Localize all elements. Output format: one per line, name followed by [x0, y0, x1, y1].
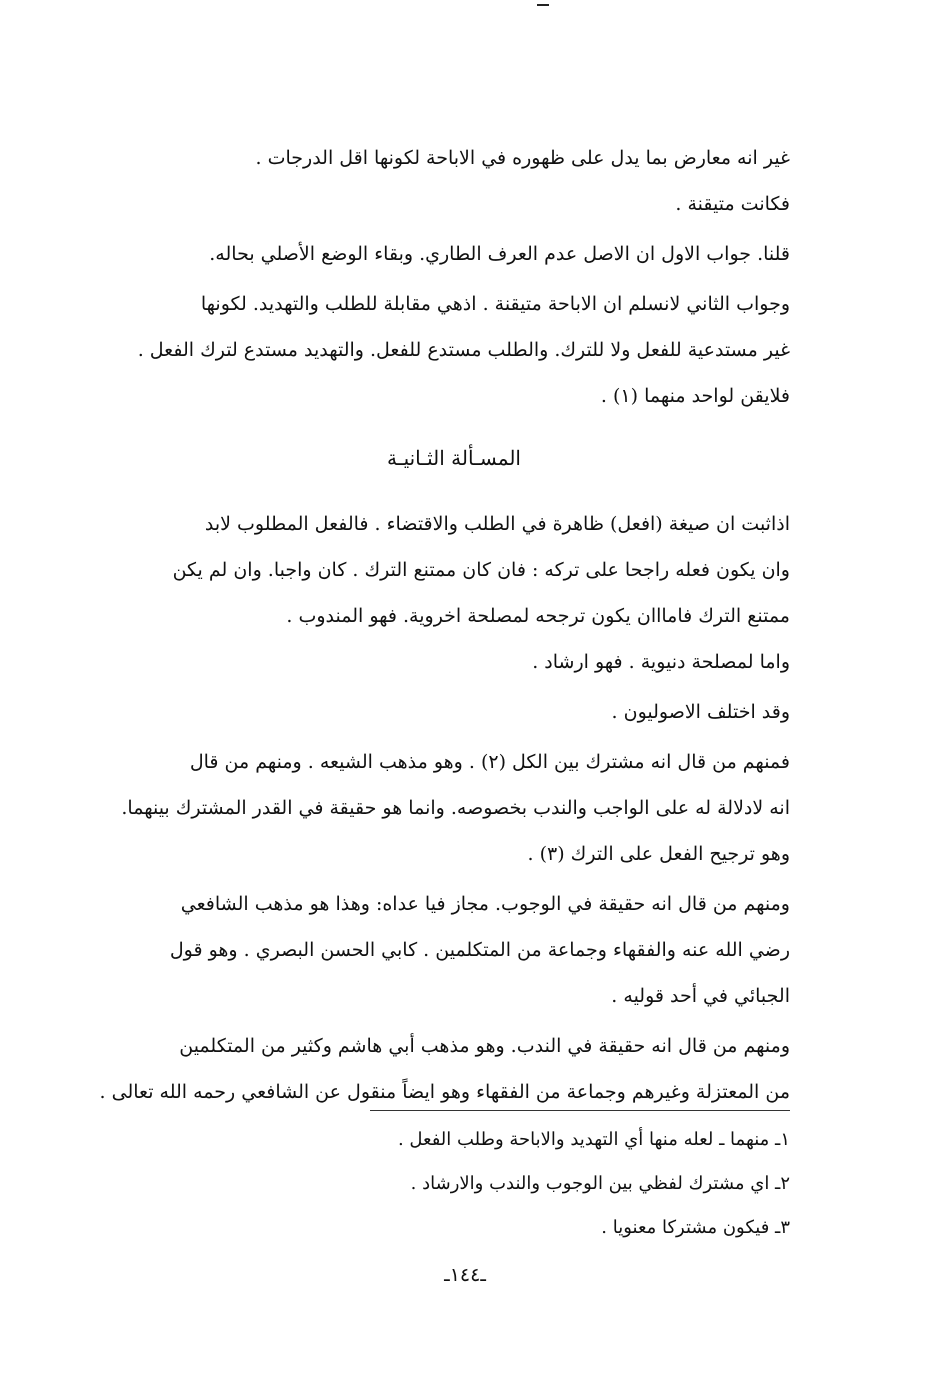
- paragraph: [118, 739, 790, 877]
- top-mark: [537, 4, 549, 6]
- text-line: فلايقن لواحد منهما (١) .: [600, 385, 790, 407]
- footnote: ٢ـ اي مشترك لفظي بين الوجوب والندب والارشاد .: [410, 1173, 790, 1194]
- text-line: ومنهم من قال انه حقيقة في الوجوب. مجاز فيا عداه: وهذا هو مذهب الشافعي: [180, 893, 790, 915]
- text-line: من المعتزلة وغيرهم وجماعة من الفقهاء وهو ايضاً منقول عن الشافعي رحمه الله تعالى .: [99, 1081, 790, 1103]
- paragraph: [118, 231, 790, 277]
- paragraph: [118, 689, 790, 735]
- footnote: ٣ـ فيكون مشتركا معنويا .: [601, 1217, 790, 1238]
- text-line: غير مستدعية للفعل ولا للترك. والطلب مستدع للفعل. والتهديد مستدع لترك الفعل .: [137, 339, 790, 361]
- text-line: ممتنع الترك فامااان يكون ترجحه لمصلحة اخروية. فهو المندوب .: [286, 605, 790, 627]
- text-line: غير انه معارض بما يدل على ظهوره في الاباحة لكونها اقل الدرجات .: [255, 147, 790, 169]
- text-line: اذاثبت ان صيغة (افعل) ظاهرة في الطلب والاقتضاء . فالفعل المطلوب لابد: [204, 513, 790, 535]
- text-line: فمنهم من قال انه مشترك بين الكل (٢) . وهو مذهب الشيعه . ومنهم من قال: [189, 751, 790, 773]
- text-line: الجبائي في أحد قوليه .: [611, 985, 790, 1007]
- footnote: ١ـ منهما ـ لعله منها أي التهديد والاباحة وطلب الفعل .: [397, 1129, 790, 1150]
- section-heading: [118, 435, 790, 481]
- text-line: رضي الله عنه والفقهاء وجماعة من المتكلمين . كابي الحسن البصري . وهو قول: [169, 939, 790, 961]
- text-line: قلنا. جواب الاول ان الاصل عدم العرف الطاري. وبقاء الوضع الأصلي بحاله.: [209, 243, 790, 265]
- text-line: واما لمصلحة دنيوية . فهو ارشاد .: [532, 651, 790, 673]
- paragraph: [118, 501, 790, 685]
- text-line: فكانت متيقنة .: [675, 193, 790, 215]
- text-line: وهو ترجيح الفعل على الترك (٣) .: [527, 843, 790, 865]
- text-line: وقد اختلف الاصوليون .: [611, 701, 790, 723]
- text-line: المسـألة الثـانيـة: [386, 446, 521, 470]
- paragraph: [118, 135, 790, 227]
- paragraph: [118, 281, 790, 419]
- footnote-divider: [370, 1110, 790, 1111]
- paragraph: [118, 881, 790, 1019]
- text-line: وان يكون فعله راجحا على تركه : فان كان ممتنع الترك . كان واجبا. وان لم يكن: [172, 559, 790, 581]
- text-line: وجواب الثاني لانسلم ان الاباحة متيقنة . اذهي مقابلة للطلب والتهديد. لكونها: [200, 293, 790, 315]
- text-line: انه لادلالة له على الواجب والندب بخصوصه. وانما هو حقيقة في القدر المشترك بينهما.: [121, 797, 790, 819]
- footnotes: [300, 1118, 790, 1250]
- page-number: ـ١٤٤ـ: [444, 1264, 486, 1286]
- paragraph: [99, 1023, 790, 1115]
- main-text: [99, 135, 790, 1115]
- text-line: ومنهم من قال انه حقيقة في الندب. وهو مذهب أبي هاشم وكثير من المتكلمين: [179, 1035, 790, 1057]
